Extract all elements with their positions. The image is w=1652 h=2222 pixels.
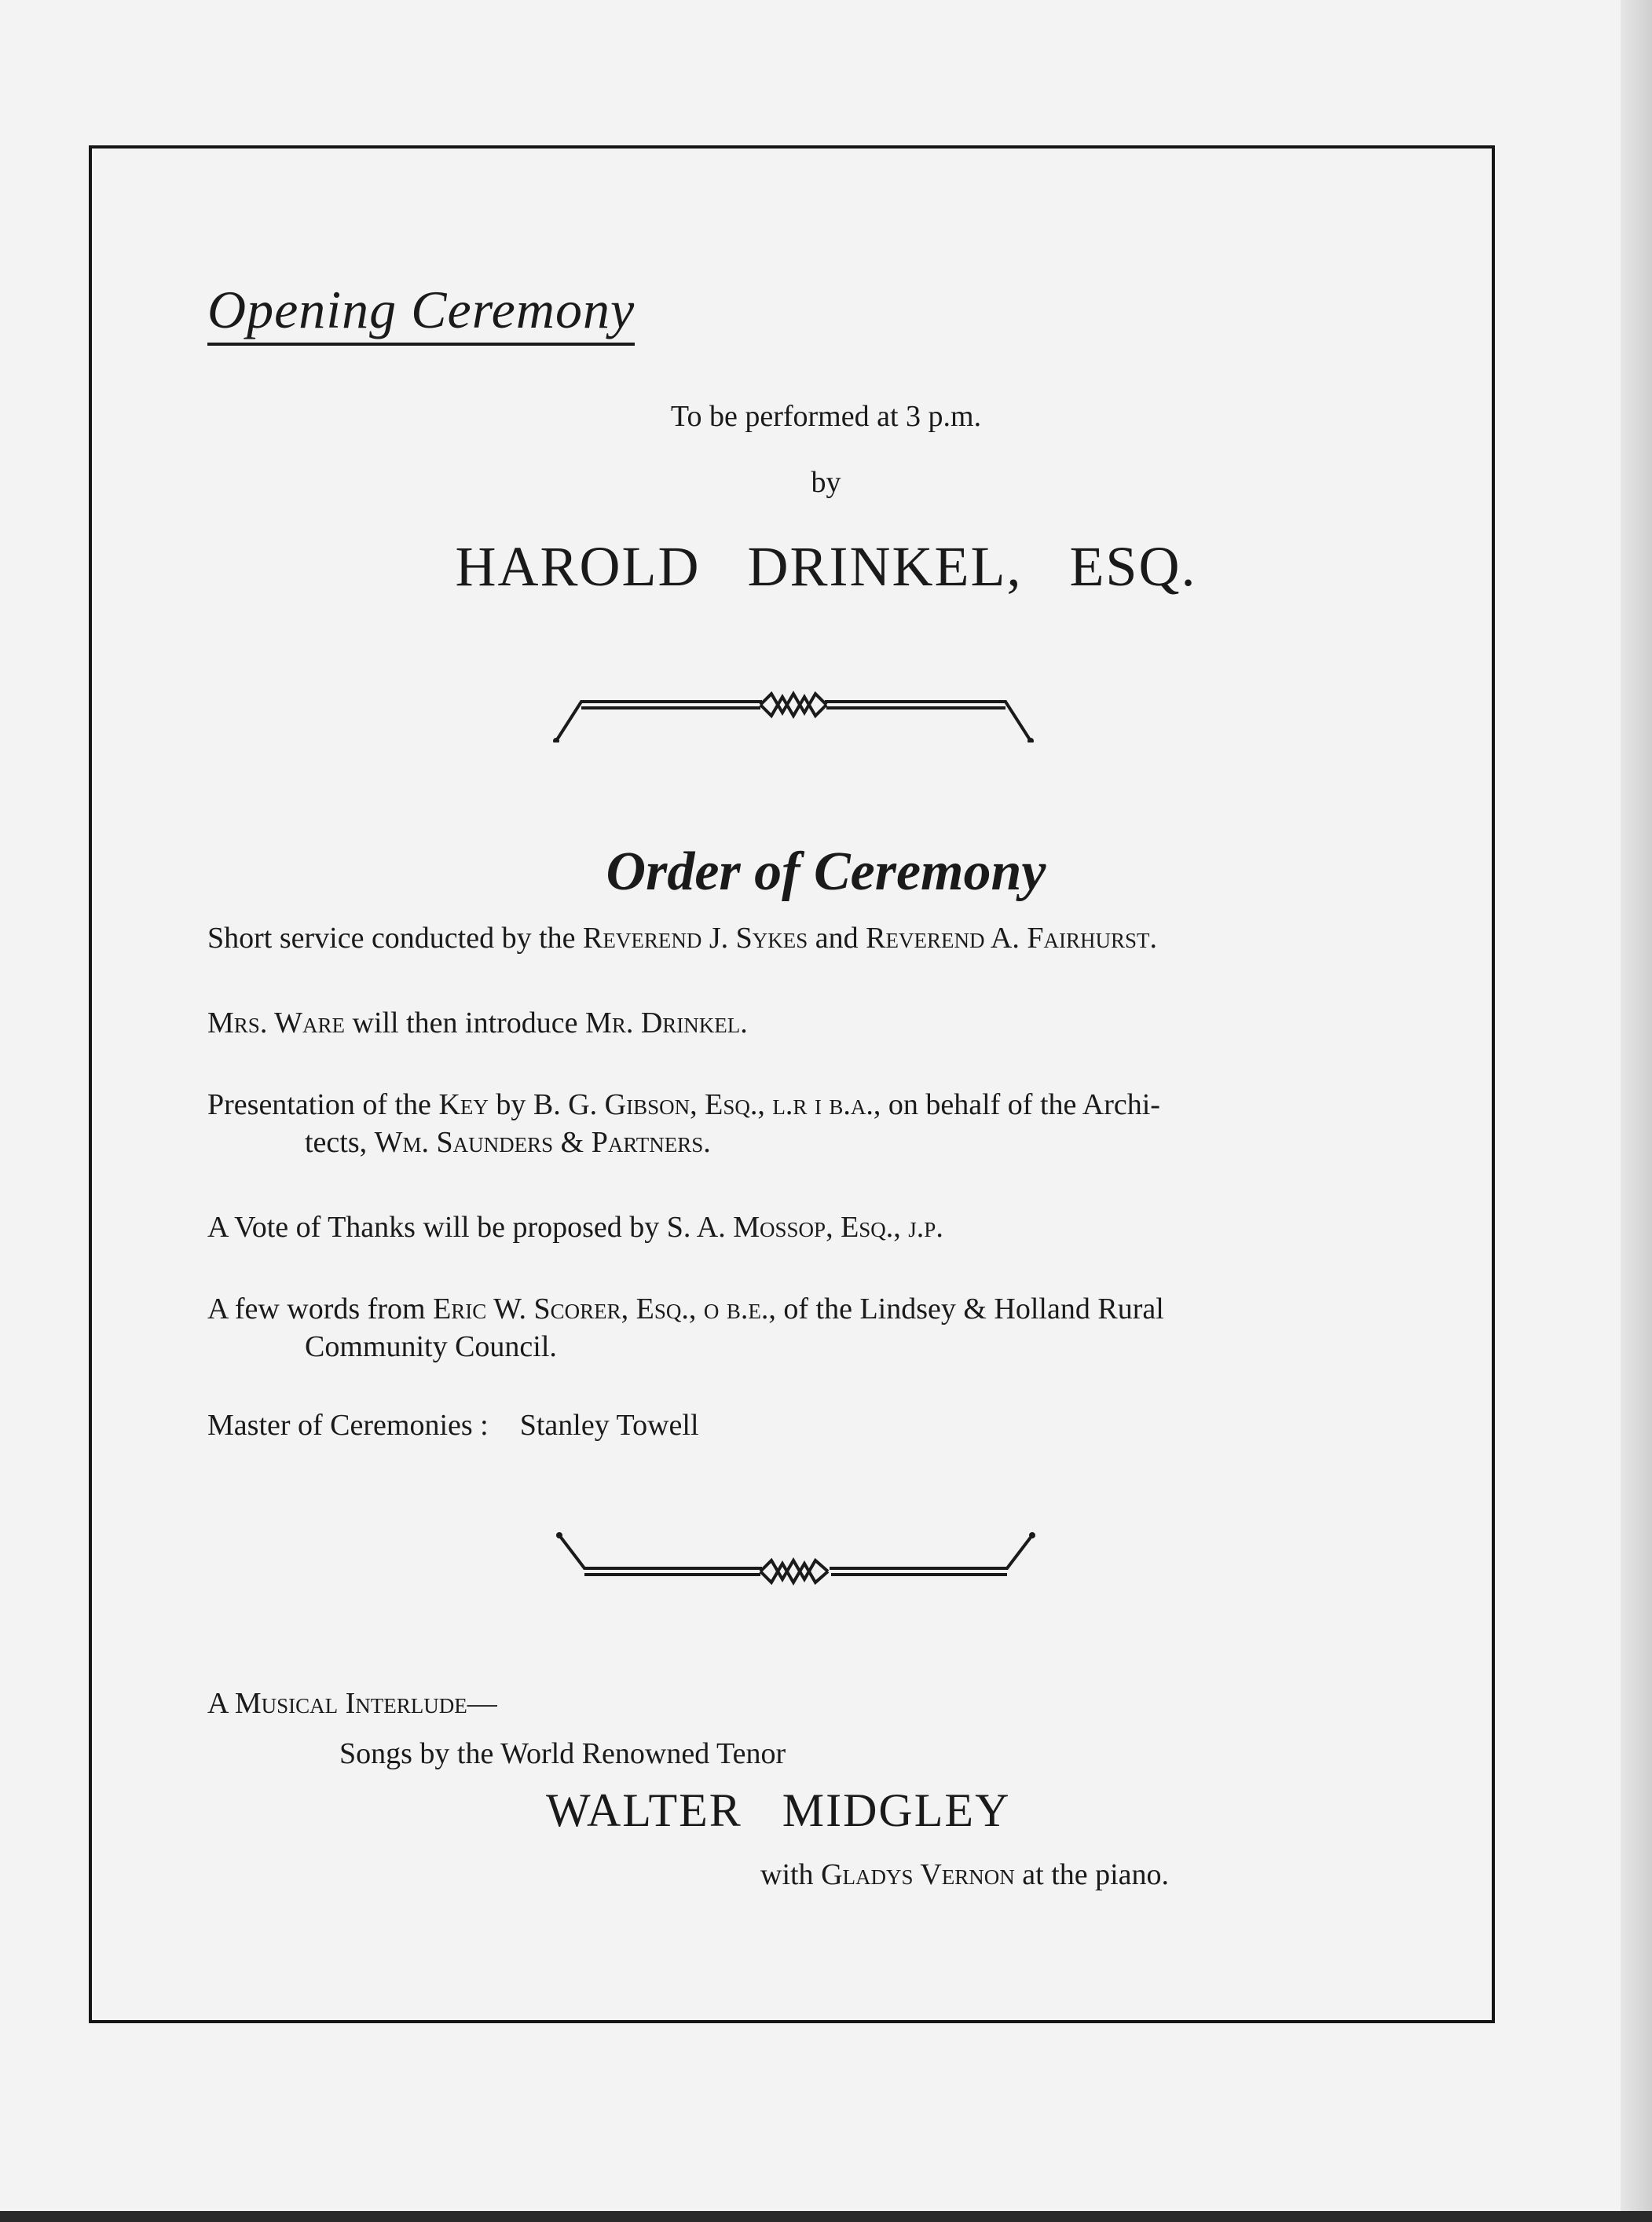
order-item-text: and: [808, 922, 866, 955]
order-item-text: Short service conducted by the: [207, 922, 584, 955]
opening-ceremony-title: Opening Ceremony: [207, 279, 635, 346]
order-item-name: Mr. Drinkel.: [585, 1006, 748, 1040]
order-item-text: Master of Ceremonies :: [207, 1409, 489, 1442]
by-line: by: [811, 466, 841, 499]
order-item-text: on behalf of the Archi-: [881, 1088, 1160, 1121]
order-item-text: A few words from: [207, 1292, 434, 1326]
tenor-name: WALTER MIDGLEY: [546, 1784, 1011, 1836]
accompanist-text: at the piano.: [1014, 1858, 1170, 1891]
accompanist-line: [760, 1856, 1169, 1894]
order-item-text: of the Lindsey & Holland Rural: [775, 1292, 1164, 1326]
order-of-ceremony-title: Order of Ceremony: [606, 842, 1046, 902]
order-item-introduction: [207, 1004, 748, 1042]
page-edge-shadow: [1621, 0, 1652, 2222]
order-item-text: Presentation of the: [207, 1088, 439, 1121]
performer-name: HAROLD DRINKEL, ESQ.: [455, 535, 1197, 598]
order-item-name: Wm. Saunders & Partners.: [374, 1126, 711, 1159]
order-item-master-of-ceremonies: [207, 1406, 699, 1444]
order-item-name: Key: [438, 1088, 489, 1121]
ornament-divider-bottom: [556, 1532, 1035, 1587]
order-item-service: [207, 919, 1157, 957]
order-item-text: will then introduce: [345, 1006, 586, 1040]
order-item-vote-of-thanks: [207, 1208, 943, 1246]
order-item-text: A Vote of Thanks will be proposed by S. A.: [207, 1211, 734, 1244]
accompanist-name: Gladys Vernon: [821, 1858, 1015, 1891]
order-item-text: Community Council.: [305, 1330, 557, 1363]
order-item-key-presentation: [207, 1086, 1160, 1161]
order-item-name: Stanley Towell: [519, 1409, 699, 1442]
order-item-few-words: [207, 1290, 1164, 1366]
order-item-name: Reverend J. Sykes: [583, 922, 808, 955]
ornament-divider-top: [550, 688, 1037, 742]
songs-line: Songs by the World Renowned Tenor: [339, 1737, 786, 1770]
order-item-text: by B. G.: [488, 1088, 605, 1121]
order-item-name: Mossop, Esq., j.p.: [733, 1211, 943, 1244]
order-item-name: Eric W. Scorer, Esq., o b.e.,: [433, 1292, 776, 1326]
time-line: To be performed at 3 p.m.: [670, 400, 982, 433]
order-item-name: Gibson, Esq., l.r i b.a.,: [604, 1088, 881, 1121]
order-item-name: Reverend A. Fairhurst.: [866, 922, 1157, 955]
accompanist-text: with: [760, 1858, 822, 1891]
page-bottom-edge: [0, 2211, 1652, 2222]
musical-interlude-label: A Musical Interlude—: [207, 1687, 497, 1720]
order-item-text: tects,: [305, 1126, 375, 1159]
order-item-name: Mrs. Ware: [207, 1006, 345, 1040]
